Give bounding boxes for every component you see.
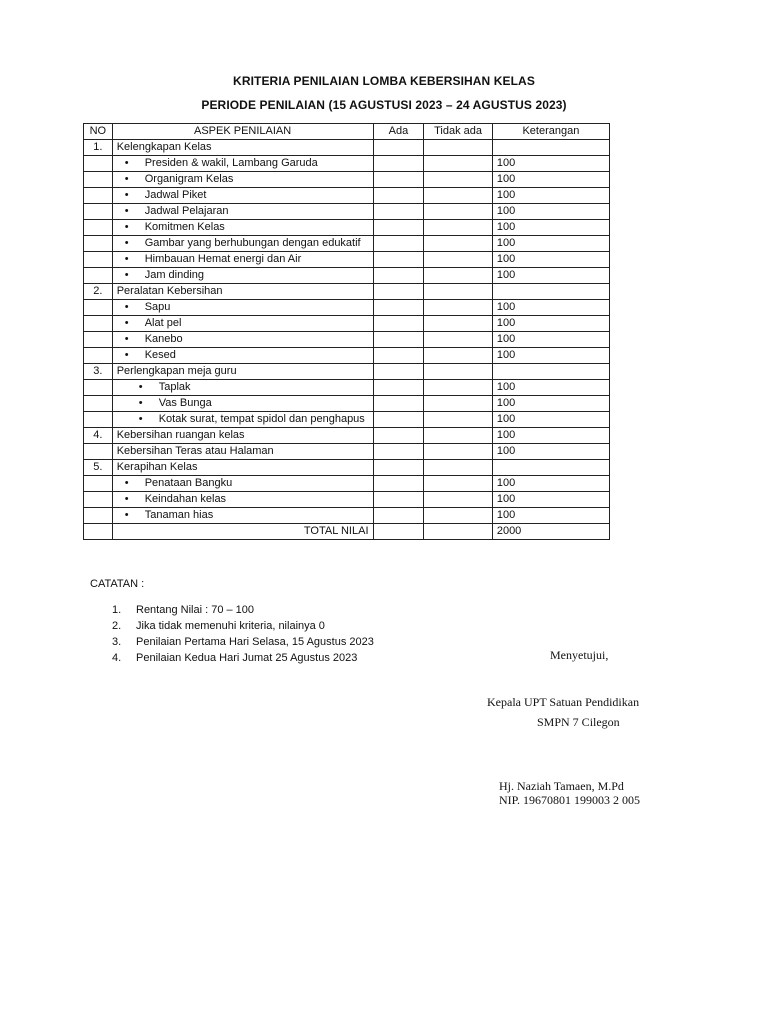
tidak-ada-cell <box>424 300 493 316</box>
keterangan-cell <box>492 460 609 476</box>
ada-cell <box>373 412 424 428</box>
note-text: Jika tidak memenuhi kriteria, nilainya 0 <box>136 620 325 632</box>
aspect-cell <box>112 396 373 412</box>
tidak-ada-cell <box>424 284 493 300</box>
row-number <box>84 396 113 412</box>
aspect-cell <box>112 476 373 492</box>
bullet-icon: • <box>124 205 129 217</box>
keterangan-cell: 100 <box>492 476 609 492</box>
ada-cell <box>373 236 424 252</box>
table-row <box>84 204 610 220</box>
tidak-ada-cell <box>424 316 493 332</box>
keterangan-cell: 100 <box>492 332 609 348</box>
keterangan-cell: 100 <box>492 428 609 444</box>
header-ada: Ada <box>373 124 424 140</box>
ada-cell <box>373 300 424 316</box>
bullet-icon: • <box>124 157 129 169</box>
note-item <box>112 634 374 650</box>
ada-cell <box>373 156 424 172</box>
ada-cell <box>373 508 424 524</box>
keterangan-cell: 100 <box>492 300 609 316</box>
aspect-cell: Kelengkapan Kelas <box>112 140 373 156</box>
aspect-label: Tanaman hias <box>144 509 214 521</box>
aspect-label: Presiden & wakil, Lambang Garuda <box>144 157 318 169</box>
table-row <box>84 508 610 524</box>
tidak-ada-cell <box>424 444 493 460</box>
aspect-label: Jadwal Pelajaran <box>144 205 229 217</box>
aspect-label: Kotak surat, tempat spidol dan penghapus <box>158 413 365 425</box>
aspect-cell: Peralatan Kebersihan <box>112 284 373 300</box>
tidak-ada-cell <box>424 188 493 204</box>
aspect-cell <box>112 156 373 172</box>
ada-cell <box>373 204 424 220</box>
notes-list <box>112 602 374 666</box>
keterangan-cell: 100 <box>492 268 609 284</box>
row-number <box>84 476 113 492</box>
bullet-icon: • <box>124 189 129 201</box>
tidak-ada-cell <box>424 508 493 524</box>
tidak-ada-cell <box>424 140 493 156</box>
aspect-cell <box>112 412 373 428</box>
table-row <box>84 460 610 476</box>
table-body <box>84 140 610 524</box>
table-row <box>84 268 610 284</box>
bullet-icon: • <box>124 221 129 233</box>
table-row <box>84 300 610 316</box>
note-text: Rentang Nilai : 70 – 100 <box>136 604 255 616</box>
table-header-row <box>84 124 610 140</box>
header-aspek: ASPEK PENILAIAN <box>112 124 373 140</box>
keterangan-cell: 100 <box>492 348 609 364</box>
bullet-icon: • <box>124 269 129 281</box>
ada-cell <box>373 476 424 492</box>
row-number <box>84 316 113 332</box>
row-number <box>84 508 113 524</box>
aspect-cell <box>112 236 373 252</box>
row-number <box>84 172 113 188</box>
aspect-label: Jadwal Piket <box>144 189 207 201</box>
ada-cell <box>373 220 424 236</box>
bullet-icon: • <box>124 317 129 329</box>
keterangan-cell <box>492 140 609 156</box>
tidak-ada-cell <box>424 252 493 268</box>
ada-cell <box>373 188 424 204</box>
ada-cell <box>373 428 424 444</box>
row-number <box>84 332 113 348</box>
ada-cell <box>373 380 424 396</box>
table-row <box>84 172 610 188</box>
aspect-label: Taplak <box>158 381 191 393</box>
row-number: 5. <box>84 460 113 476</box>
aspect-cell: Kerapihan Kelas <box>112 460 373 476</box>
keterangan-cell: 100 <box>492 492 609 508</box>
ada-cell <box>373 444 424 460</box>
keterangan-cell <box>492 284 609 300</box>
keterangan-cell: 100 <box>492 508 609 524</box>
note-number: 4. <box>112 652 122 664</box>
note-text: Penilaian Pertama Hari Selasa, 15 Agustus 2023 <box>136 636 374 648</box>
aspect-cell <box>112 300 373 316</box>
tidak-ada-cell <box>424 348 493 364</box>
tidak-ada-cell <box>424 220 493 236</box>
document-period: PERIODE PENILAIAN (15 AGUSTUSI 2023 – 24 AGUSTUS 2023) <box>201 98 567 112</box>
bullet-icon: • <box>138 397 143 409</box>
keterangan-cell: 100 <box>492 316 609 332</box>
signature-position: Kepala UPT Satuan Pendidikan <box>487 695 640 709</box>
keterangan-cell: 100 <box>492 396 609 412</box>
tidak-ada-cell <box>424 156 493 172</box>
table-row <box>84 236 610 252</box>
total-no-cell <box>84 524 113 540</box>
document-title: KRITERIA PENILAIAN LOMBA KEBERSIHAN KELAS <box>233 74 535 88</box>
ada-cell <box>373 140 424 156</box>
table-row <box>84 396 610 412</box>
tidak-ada-cell <box>424 380 493 396</box>
tidak-ada-cell <box>424 396 493 412</box>
keterangan-cell: 100 <box>492 220 609 236</box>
row-number <box>84 444 113 460</box>
aspect-cell <box>112 204 373 220</box>
aspect-cell <box>112 268 373 284</box>
table-row <box>84 348 610 364</box>
bullet-icon: • <box>124 301 129 313</box>
tidak-ada-cell <box>424 236 493 252</box>
aspect-label: Vas Bunga <box>158 397 212 409</box>
aspect-cell <box>112 508 373 524</box>
row-number: 1. <box>84 140 113 156</box>
row-number <box>84 348 113 364</box>
aspect-cell <box>112 492 373 508</box>
table-row <box>84 364 610 380</box>
signature-nip: NIP. 19670801 199003 2 005 <box>499 793 641 807</box>
criteria-table <box>83 123 610 540</box>
aspect-cell: Kebersihan ruangan kelas <box>112 428 373 444</box>
table-row <box>84 444 610 460</box>
note-number: 3. <box>112 636 122 648</box>
ada-cell <box>373 396 424 412</box>
ada-cell <box>373 348 424 364</box>
row-number <box>84 156 113 172</box>
aspect-label: Jam dinding <box>144 269 205 281</box>
tidak-ada-cell <box>424 476 493 492</box>
tidak-ada-cell <box>424 412 493 428</box>
signature-name: Hj. Naziah Tamaen, M.Pd <box>499 779 624 793</box>
aspect-label: Kanebo <box>144 333 183 345</box>
keterangan-cell: 100 <box>492 156 609 172</box>
bullet-icon: • <box>124 349 129 361</box>
aspect-label: Gambar yang berhubungan dengan edukatif <box>144 237 361 249</box>
ada-cell <box>373 172 424 188</box>
aspect-cell: Kebersihan Teras atau Halaman <box>112 444 373 460</box>
row-number <box>84 220 113 236</box>
table-row <box>84 332 610 348</box>
note-text: Penilaian Kedua Hari Jumat 25 Agustus 2023 <box>136 652 358 664</box>
ada-cell <box>373 316 424 332</box>
bullet-icon: • <box>124 237 129 249</box>
aspect-cell <box>112 252 373 268</box>
bullet-icon: • <box>124 493 129 505</box>
header-keterangan: Keterangan <box>492 124 609 140</box>
keterangan-cell <box>492 364 609 380</box>
row-number <box>84 268 113 284</box>
total-value: 2000 <box>492 524 609 540</box>
keterangan-cell: 100 <box>492 172 609 188</box>
table-row <box>84 412 610 428</box>
aspect-label: Organigram Kelas <box>144 173 234 185</box>
aspect-cell <box>112 316 373 332</box>
bullet-icon: • <box>124 253 129 265</box>
row-number: 4. <box>84 428 113 444</box>
row-number <box>84 252 113 268</box>
aspect-cell <box>112 188 373 204</box>
aspect-label: Penataan Bangku <box>144 477 233 489</box>
aspect-label: Keindahan kelas <box>144 493 227 505</box>
tidak-ada-cell <box>424 268 493 284</box>
row-number <box>84 380 113 396</box>
keterangan-cell: 100 <box>492 380 609 396</box>
table-row <box>84 220 610 236</box>
table-row <box>84 492 610 508</box>
note-number: 1. <box>112 604 122 616</box>
aspect-cell <box>112 220 373 236</box>
bullet-icon: • <box>124 509 129 521</box>
aspect-cell <box>112 348 373 364</box>
table-row <box>84 252 610 268</box>
header-no: NO <box>84 124 113 140</box>
note-item <box>112 602 374 618</box>
aspect-cell <box>112 380 373 396</box>
keterangan-cell: 100 <box>492 188 609 204</box>
total-row <box>84 524 610 540</box>
table-row <box>84 316 610 332</box>
header-tidak-ada: Tidak ada <box>424 124 493 140</box>
row-number <box>84 492 113 508</box>
bullet-icon: • <box>138 381 143 393</box>
aspect-label: Komitmen Kelas <box>144 221 225 233</box>
signature-school: SMPN 7 Cilegon <box>537 715 620 729</box>
table-row <box>84 140 610 156</box>
aspect-label: Sapu <box>144 301 171 313</box>
row-number <box>84 412 113 428</box>
ada-cell <box>373 364 424 380</box>
keterangan-cell: 100 <box>492 252 609 268</box>
row-number <box>84 236 113 252</box>
tidak-ada-cell <box>424 460 493 476</box>
bullet-icon: • <box>124 333 129 345</box>
table-row <box>84 380 610 396</box>
ada-cell <box>373 332 424 348</box>
keterangan-cell: 100 <box>492 204 609 220</box>
note-item <box>112 650 374 666</box>
keterangan-cell: 100 <box>492 412 609 428</box>
aspect-cell: Perlengkapan meja guru <box>112 364 373 380</box>
tidak-ada-cell <box>424 172 493 188</box>
row-number <box>84 204 113 220</box>
tidak-ada-cell <box>424 332 493 348</box>
tidak-ada-cell <box>424 428 493 444</box>
total-label: TOTAL NILAI <box>112 524 373 540</box>
row-number <box>84 188 113 204</box>
note-item <box>112 618 374 634</box>
bullet-icon: • <box>124 173 129 185</box>
ada-cell <box>373 268 424 284</box>
row-number <box>84 300 113 316</box>
bullet-icon: • <box>138 413 143 425</box>
aspect-label: Alat pel <box>144 317 182 329</box>
aspect-label: Kesed <box>144 349 176 361</box>
row-number: 3. <box>84 364 113 380</box>
notes-title: CATATAN : <box>90 578 145 590</box>
ada-cell <box>373 460 424 476</box>
table-row <box>84 156 610 172</box>
tidak-ada-cell <box>424 364 493 380</box>
tidak-ada-cell <box>424 492 493 508</box>
signature-approve: Menyetujui, <box>550 648 609 662</box>
table-row <box>84 428 610 444</box>
bullet-icon: • <box>124 477 129 489</box>
keterangan-cell: 100 <box>492 444 609 460</box>
table-row <box>84 284 610 300</box>
note-number: 2. <box>112 620 122 632</box>
ada-cell <box>373 252 424 268</box>
table-row <box>84 476 610 492</box>
aspect-cell <box>112 172 373 188</box>
aspect-cell <box>112 332 373 348</box>
tidak-ada-cell <box>424 204 493 220</box>
total-tidak-ada-cell <box>424 524 493 540</box>
table-row <box>84 188 610 204</box>
ada-cell <box>373 284 424 300</box>
ada-cell <box>373 492 424 508</box>
total-ada-cell <box>373 524 424 540</box>
aspect-label: Himbauan Hemat energi dan Air <box>144 253 302 265</box>
keterangan-cell: 100 <box>492 236 609 252</box>
row-number: 2. <box>84 284 113 300</box>
